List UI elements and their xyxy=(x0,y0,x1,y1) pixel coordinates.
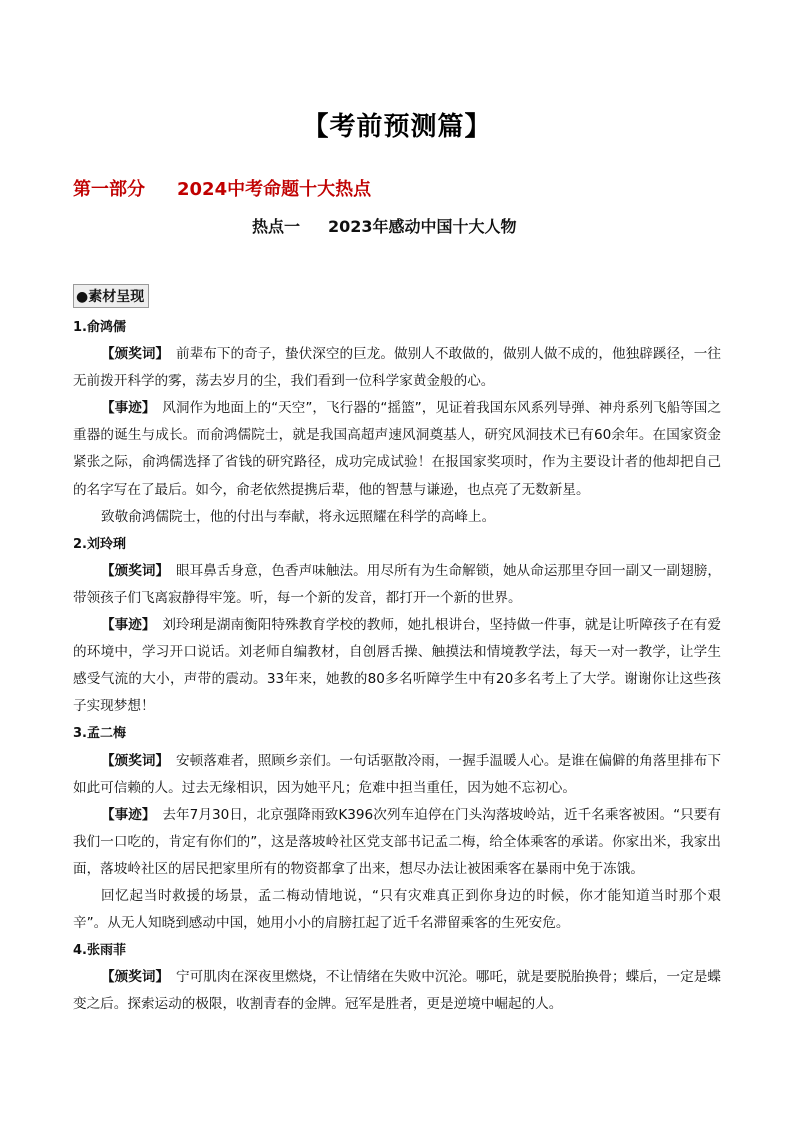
document-body xyxy=(73,314,721,1018)
hotspot-title: 2023年感动中国十大人物 xyxy=(328,217,517,236)
paragraph xyxy=(73,341,721,395)
paragraph-text: 回忆起当时救援的场景，孟二梅动情地说，“只有灾难真正到你身边的时候，你才能知道当时那个艰辛”。从无人知晓到感动中国，她用小小的肩膀扛起了近千名滞留乘客的生死安危。 xyxy=(73,887,721,932)
paragraph-tag: 【事迹】 xyxy=(101,806,149,823)
part-heading xyxy=(73,175,371,201)
paragraph xyxy=(73,612,721,720)
section-label: ●素材呈现 xyxy=(73,284,149,308)
person-heading: 3.孟二梅 xyxy=(73,726,126,742)
paragraph xyxy=(73,395,721,503)
paragraph-tag: 【事迹】 xyxy=(101,400,149,417)
person-heading: 4.张雨菲 xyxy=(73,943,126,959)
paragraph-tag: 【颁奖词】 xyxy=(101,346,163,363)
part-title: 2024中考命题十大热点 xyxy=(177,179,372,200)
paragraph-tag: 【颁奖词】 xyxy=(101,752,163,769)
paragraph-text: 眼耳鼻舌身意，色香声味触法。用尽所有为生命解锁，她从命运那里夺回一副又一副翅膀，带领孩子们飞离寂静得牢笼。听，每一个新的发音，都打开一个新的世界。 xyxy=(73,562,722,606)
paragraph xyxy=(73,802,721,883)
document-title: 【考前预测篇】 xyxy=(302,112,492,142)
paragraph xyxy=(73,748,721,802)
paragraph xyxy=(73,964,721,1018)
paragraph-text: 致敬俞鸿儒院士，他的付出与奉献，将永远照耀在科学的高峰上。 xyxy=(101,508,496,525)
person-heading: 2.刘玲琍 xyxy=(73,536,126,552)
hotspot-label: 热点一 xyxy=(252,217,301,236)
hotspot-heading xyxy=(252,214,517,237)
paragraph-text: 去年7月30日，北京强降雨致K396次列车迫停在门头沟落坡岭站，近千名乘客被困。“只要有我们一口吃的，肯定有你们的”，这是落坡岭社区党支部书记孟二梅，给全体乘客的承诺。你家出米，我家出面，落坡岭社区的居民把家里所有的物资都拿了出来，想尽办法让被困乘客在暴雨中免于冻饿。 xyxy=(73,806,722,877)
paragraph-text: 宁可肌肉在深夜里燃烧，不让情绪在失败中沉沦。哪吒，就是要脱胎换骨；蝶后，一定是蝶变之后。探索运动的极限，收割青春的金牌。冠军是胜者，更是逆境中崛起的人。 xyxy=(73,969,722,1013)
paragraph-tag: 【颁奖词】 xyxy=(101,562,163,579)
paragraph xyxy=(73,883,721,937)
person-heading: 1.俞鸿儒 xyxy=(73,320,126,335)
paragraph xyxy=(73,558,721,612)
part-label: 第一部分 xyxy=(73,179,145,200)
paragraph-tag: 【事迹】 xyxy=(101,617,149,634)
paragraph-text: 刘玲琍是湖南衡阳特殊教育学校的教师，她扎根讲台，坚持做一件事，就是让听障孩子在有爱的环境中，学习开口说话。刘老师自编教材，自创唇舌操、触摸法和情境教学法，每天一对一教学，让学生感受气流的大小，声带的震动。33年来，她教的80多名听障学生中有20多名考上了大学。谢谢你让这些孩子实现梦想！ xyxy=(73,617,722,715)
paragraph-text: 前辈布下的奇子，蛰伏深空的巨龙。做别人不敢做的，做别人做不成的，他独辟蹊径，一往无前拨开科学的雾，荡去岁月的尘，我们看到一位科学家黄金般的心。 xyxy=(73,346,722,390)
paragraph xyxy=(73,504,721,531)
paragraph-text: 风洞作为地面上的“天空”，飞行器的“摇篮”，见证着我国东风系列导弹、神舟系列飞船等国之重器的诞生与成长。而俞鸿儒院士，就是我国高超声速风洞奠基人，研究风洞技术已有60余年。在国家资金紧张之际，俞鸿儒选择了省钱的研究路径，成功完成试验！在报国家奖项时，作为主要设计者的他却把自己的名字写在了最后。如今，俞老依然提携后辈，他的智慧与谦逊，也点亮了无数新星。 xyxy=(73,400,722,498)
paragraph-text: 安顿落难者，照顾乡亲们。一句话驱散冷雨，一握手温暖人心。是谁在偏僻的角落里排布下如此可信赖的人。过去无缘相识，因为她平凡；危难中担当重任，因为她不忘初心。 xyxy=(73,752,722,796)
paragraph-tag: 【颁奖词】 xyxy=(101,969,163,986)
